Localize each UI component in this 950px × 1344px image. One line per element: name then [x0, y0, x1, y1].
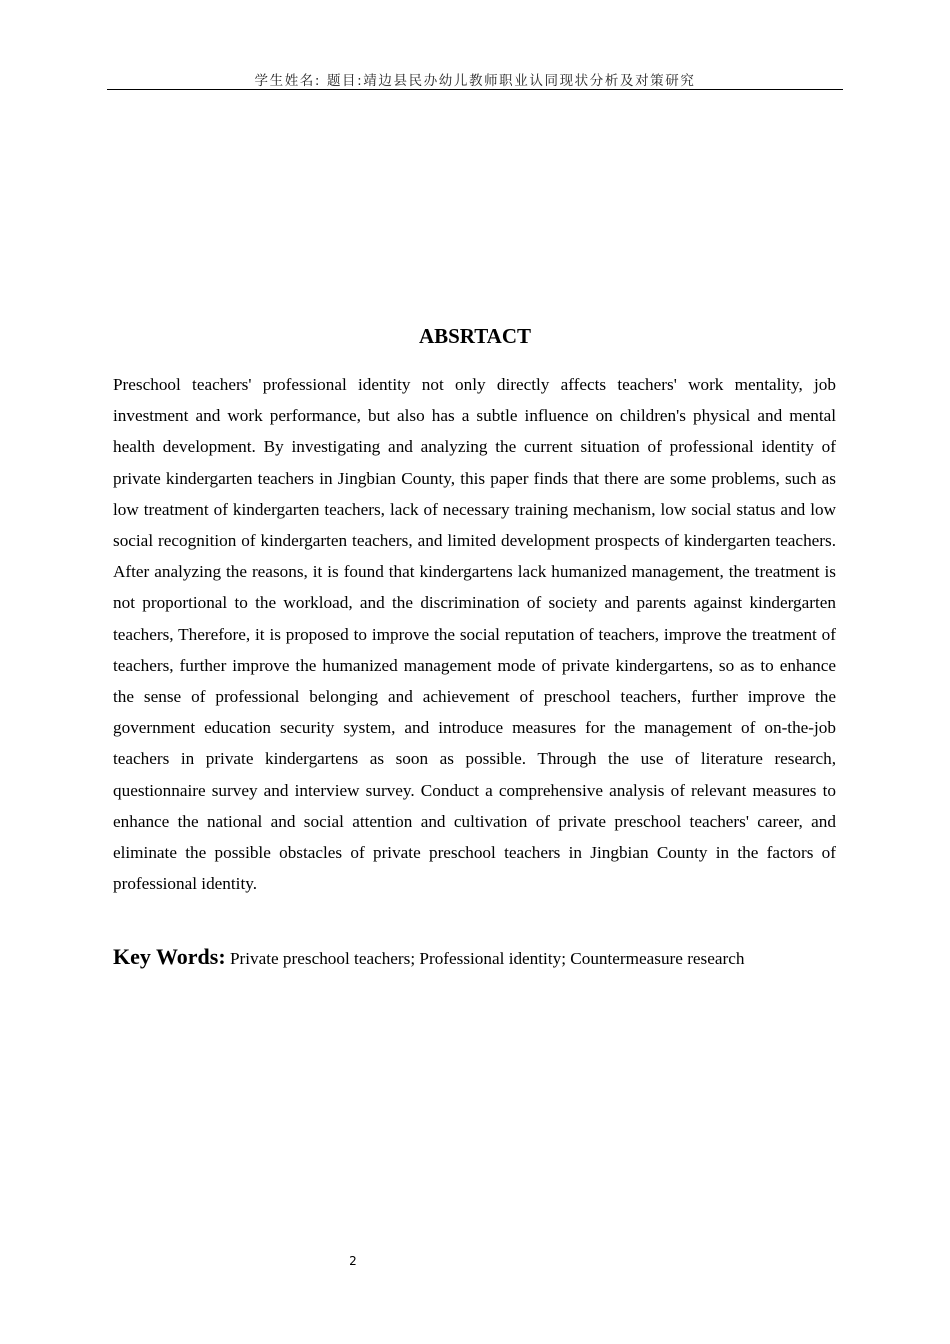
abstract-title: ABSRTACT: [418, 324, 532, 348]
abstract-body: Preschool teachers' professional identity not only directly affects teachers' work mentality, job investment and work performance, but also has a subtle influence on children's physical and mental health development. By investigating and analyzing the current situation of professional identity of private kindergarten teachers in Jingbian County, this paper finds that there are some problems, such as low treatment of kindergarten teachers, lack of necessary training mechanism, low social status and low social recognition of kindergarten teachers, and limited development prospects of kindergarten teachers. After analyzing the reasons, it is found that kindergartens lack humanized management, the treatment is not proportional to the workload, and the discrimination of society and parents against kindergarten teachers, Therefore, it is proposed to improve the social reputation of teachers, improve the treatment of teachers, further improve the humanized management mode of private kindergartens, so as to enhance the sense of professional belonging and achievement of preschool teachers, further improve the government education security system, and introduce measures for the management of on-the-job teachers in private kindergartens as soon as possible. Through the use of literature research, questionnaire survey and interview survey. Conduct a comprehensive analysis of relevant measures to enhance the national and social attention and cultivation of private preschool teachers' career, and eliminate the possible obstacles of private preschool teachers in Jingbian County in the factors of professional identity.: [113, 375, 836, 894]
running-header: 学生姓名: 题目:靖边县民办幼儿教师职业认同现状分析及对策研究: [254, 73, 696, 89]
keywords-text: Private preschool teachers; Professional identity; Countermeasure research: [229, 949, 745, 968]
page-number: 2: [349, 1254, 357, 1268]
header-divider: [107, 89, 843, 90]
keywords-label: Key Words:: [113, 944, 226, 969]
keywords-line: [113, 940, 873, 976]
